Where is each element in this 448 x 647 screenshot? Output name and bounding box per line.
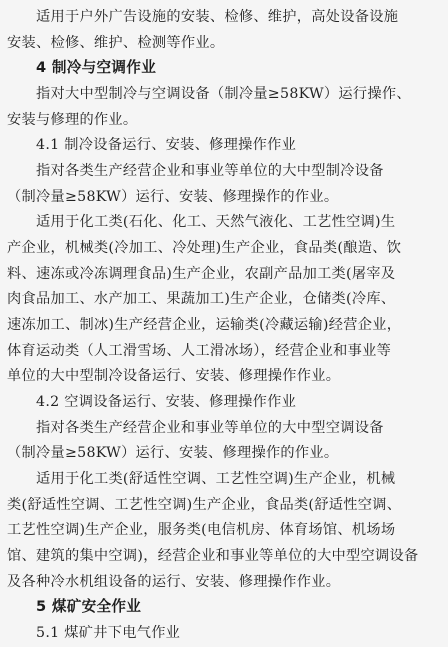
paragraph-line: 安装与修理的作业。 <box>7 111 138 128</box>
paragraph-line: 工艺性空调)生产企业，服务类(电信机房、体育场馆、机场场 <box>7 522 396 539</box>
paragraph-line: （制冷量≥58KW）运行、安装、修理操作的作业。 <box>7 188 339 205</box>
paragraph-line: 料、速冻或冷冻调理食品)生产企业，农副产品加工类(屠宰及 <box>7 265 396 282</box>
paragraph-line: 适用于化工类(舒适性空调、工艺性空调)生产企业，机械 <box>36 471 396 487</box>
paragraph-line: 安装、检修、维护、检测等作业。 <box>7 34 225 51</box>
paragraph-line: 指对大中型制冷与空调设备（制冷量≥58KW）运行操作、 <box>36 86 411 102</box>
paragraph-line: 及各种冷水机组设备的运行、安装、修理操作作业。 <box>7 573 341 590</box>
subsection-heading-4-1: 4.1 制冷设备运行、安装、修理操作作业 <box>36 137 297 154</box>
paragraph-line: 类(舒适性空调、工艺性空调)生产企业，食品类(舒适性空调、 <box>7 496 402 513</box>
paragraph-line: 适用于户外广告设施的安装、检修、维护，高处设备设施 <box>36 9 399 25</box>
paragraph-line: 馆、建筑的集中空调)，经营企业和事业等单位的大中型空调设备 <box>7 548 419 564</box>
paragraph-line: 速冻加工、制冰)生产经营企业，运输类(冷藏运输)经营企业， <box>7 317 402 333</box>
subsection-heading-4-2: 4.2 空调设备运行、安装、修理操作作业 <box>36 394 297 410</box>
paragraph-line: 产企业，机械类(冷加工、冷处理)生产企业，食品类(酿造、饮 <box>7 240 402 256</box>
subsection-heading-5-1: 5.1 煤矿井下电气作业 <box>36 625 181 641</box>
paragraph-line: （制冷量≥58KW）运行、安装、修理操作的作业。 <box>7 445 339 462</box>
paragraph-line: 肉食品加工、水产加工、果蔬加工)生产企业，仓储类(冷库、 <box>7 291 396 308</box>
paragraph-line: 体育运动类（人工滑雪场、人工滑冰场），经营企业和事业等 <box>7 342 392 359</box>
paragraph-line: 单位的大中型制冷设备运行、安装、修理操作作业。 <box>7 368 341 385</box>
paragraph-line: 指对各类生产经营企业和事业等单位的大中型空调设备 <box>36 419 384 436</box>
paragraph-line: 指对各类生产经营企业和事业等单位的大中型制冷设备 <box>36 163 384 179</box>
section-heading-4: 4 制冷与空调作业 <box>36 59 157 77</box>
section-heading-5: 5 煤矿安全作业 <box>36 598 142 616</box>
paragraph-line: 适用于化工类(石化、化工、天然气液化、工艺性空调)生 <box>36 214 396 231</box>
